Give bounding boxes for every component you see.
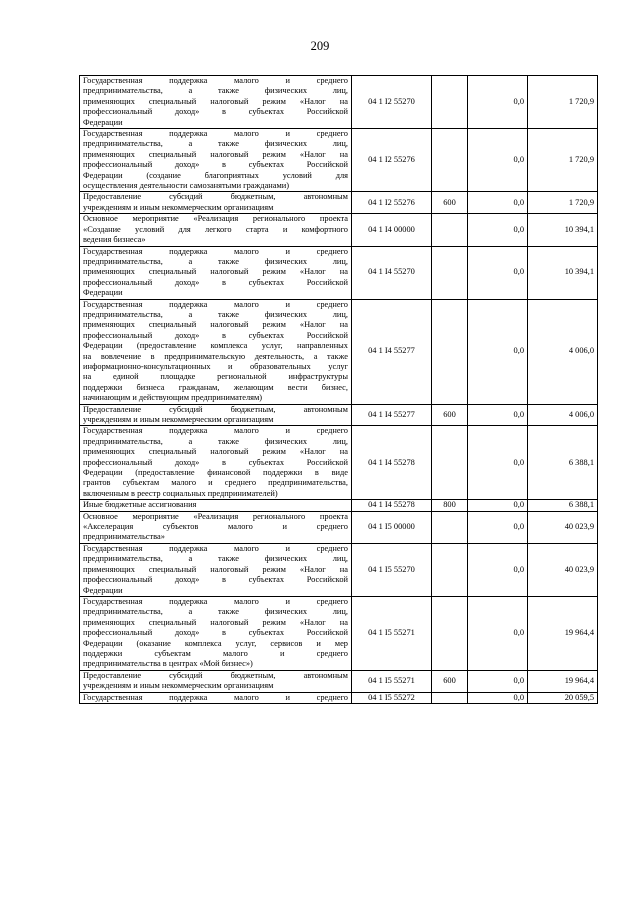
page-number: 209 xyxy=(310,39,330,53)
table-row xyxy=(80,76,598,129)
value-second-cell: 10 394,1 xyxy=(528,214,598,246)
row-name-line: Государственная поддержка малого и среднего xyxy=(83,692,348,702)
value-first-cell: 0,0 xyxy=(468,192,528,214)
row-name-line: осуществления деятельности самозанятыми гражданами) xyxy=(83,181,290,191)
value-first-cell: 0,0 xyxy=(468,214,528,246)
expense-type-cell: 600 xyxy=(432,192,468,214)
target-article-cell: 04 1 I2 55270 xyxy=(352,76,432,129)
value-first-cell: 0,0 xyxy=(468,596,528,670)
table-row xyxy=(80,299,598,404)
row-name-cell xyxy=(80,129,352,192)
row-name-cell xyxy=(80,76,352,129)
row-name-line: грантов субъектам малого и среднего предпринимательства, xyxy=(83,478,348,488)
value-second-cell: 4 006,0 xyxy=(528,299,598,404)
row-name-line: предпринимательства» xyxy=(83,532,165,542)
row-name-cell xyxy=(80,192,352,214)
value-first-cell: 0,0 xyxy=(468,299,528,404)
table-row xyxy=(80,404,598,426)
row-name-line: профессиональный доход» в субъектах Российской xyxy=(83,628,348,638)
target-article-cell: 04 1 I4 55277 xyxy=(352,299,432,404)
row-name-line: Государственная поддержка малого и среднего xyxy=(83,543,348,553)
row-name-line: учреждениям и иным некоммерческим организациям xyxy=(83,681,274,691)
value-second-cell: 1 720,9 xyxy=(528,192,598,214)
table-row xyxy=(80,500,598,511)
row-name-line: Государственная поддержка малого и среднего xyxy=(83,426,348,436)
row-name-line: Федерации xyxy=(83,288,123,298)
table-row xyxy=(80,426,598,500)
expense-type-cell xyxy=(432,299,468,404)
row-name-line: предпринимательства, а также физических лиц, xyxy=(83,86,348,96)
value-second-cell: 20 059,5 xyxy=(528,692,598,703)
row-name-line: профессиональный доход» в субъектах Российской xyxy=(83,330,348,340)
target-article-cell: 04 1 I5 55270 xyxy=(352,543,432,596)
target-article-cell: 04 1 I4 55278 xyxy=(352,500,432,511)
target-article-cell: 04 1 I5 55272 xyxy=(352,692,432,703)
row-name-line: Государственная поддержка малого и среднего xyxy=(83,299,348,309)
row-name-line: применяющих специальный налоговый режим «Налог на xyxy=(83,617,348,627)
budget-table-body xyxy=(80,76,598,704)
value-second-cell: 40 023,9 xyxy=(528,511,598,543)
expense-type-cell xyxy=(432,246,468,299)
table-row xyxy=(80,692,598,703)
row-name-line: профессиональный доход» в субъектах Российской xyxy=(83,277,348,287)
table-row xyxy=(80,192,598,214)
row-name-line: предпринимательства, а также физических лиц, xyxy=(83,139,348,149)
value-first-cell: 0,0 xyxy=(468,543,528,596)
row-name-line: предпринимательства, а также физических лиц, xyxy=(83,607,348,617)
table-row xyxy=(80,511,598,543)
row-name-line: Предоставление субсидий бюджетным, автономным xyxy=(83,192,348,202)
value-first-cell: 0,0 xyxy=(468,426,528,500)
row-name-line: учреждениям и иным некоммерческим организациям xyxy=(83,202,274,212)
budget-table xyxy=(79,75,598,704)
table-row xyxy=(80,596,598,670)
row-name-line: применяющих специальный налоговый режим «Налог на xyxy=(83,320,348,330)
row-name-line: Федерации xyxy=(83,117,123,127)
value-second-cell: 19 964,4 xyxy=(528,670,598,692)
row-name-line: применяющих специальный налоговый режим «Налог на xyxy=(83,267,348,277)
target-article-cell: 04 1 I2 55276 xyxy=(352,129,432,192)
row-name-line: Государственная поддержка малого и среднего xyxy=(83,76,348,85)
expense-type-cell xyxy=(432,76,468,129)
row-name-line: Предоставление субсидий бюджетным, автономным xyxy=(83,670,348,680)
row-name-cell xyxy=(80,543,352,596)
table-row xyxy=(80,129,598,192)
row-name-line: применяющих специальный налоговый режим «Налог на xyxy=(83,149,348,159)
row-name-line: «Создание условий для легкого старта и комфортного xyxy=(83,224,348,234)
value-second-cell: 1 720,9 xyxy=(528,129,598,192)
row-name-line: включенным в реестр социальных предпринимателей) xyxy=(83,488,278,498)
value-first-cell: 0,0 xyxy=(468,404,528,426)
row-name-line: Иные бюджетные ассигнования xyxy=(83,500,197,510)
expense-type-cell xyxy=(432,543,468,596)
target-article-cell: 04 1 I2 55276 xyxy=(352,192,432,214)
row-name-line: Федерации (оказание комплекса услуг, сервисов и мер xyxy=(83,638,348,648)
row-name-line: профессиональный доход» в субъектах Российской xyxy=(83,575,348,585)
row-name-line: Государственная поддержка малого и среднего xyxy=(83,246,348,256)
row-name-line: Основное мероприятие «Реализация регионального проекта xyxy=(83,511,348,521)
row-name-line: профессиональный доход» в субъектах Российской xyxy=(83,457,348,467)
row-name-line: предпринимательства, а также физических лиц, xyxy=(83,309,348,319)
row-name-line: Федерации (создание благоприятных условий для xyxy=(83,170,348,180)
expense-type-cell xyxy=(432,596,468,670)
row-name-cell xyxy=(80,692,352,703)
row-name-line: учреждениям и иным некоммерческим организациям xyxy=(83,415,274,424)
value-first-cell: 0,0 xyxy=(468,692,528,703)
row-name-cell xyxy=(80,426,352,500)
row-name-line: поддержки субъектам малого и среднего xyxy=(83,648,348,658)
row-name-line: Государственная поддержка малого и среднего xyxy=(83,596,348,606)
value-second-cell: 40 023,9 xyxy=(528,543,598,596)
row-name-line: на единой площадке региональной инфраструктуры xyxy=(83,372,348,382)
row-name-line: профессиональный доход» в субъектах Российской xyxy=(83,160,348,170)
row-name-line: поддержки бизнеса гражданам, желающим вести бизнес, xyxy=(83,382,348,392)
value-second-cell: 19 964,4 xyxy=(528,596,598,670)
expense-type-cell xyxy=(432,129,468,192)
row-name-line: Основное мероприятие «Реализация регионального проекта xyxy=(83,214,348,224)
row-name-cell xyxy=(80,299,352,404)
value-second-cell: 6 388,1 xyxy=(528,500,598,511)
row-name-cell xyxy=(80,214,352,246)
row-name-line: применяющих специальный налоговый режим «Налог на xyxy=(83,447,348,457)
row-name-line: на вовлечение в предпринимательскую деятельность, а также xyxy=(83,351,348,361)
row-name-line: Федерации (предоставление комплекса услуг, направленных xyxy=(83,341,348,351)
expense-type-cell xyxy=(432,692,468,703)
expense-type-cell xyxy=(432,214,468,246)
row-name-cell xyxy=(80,246,352,299)
target-article-cell: 04 1 I4 55277 xyxy=(352,404,432,426)
row-name-line: предпринимательства в центрах «Мой бизнес») xyxy=(83,659,253,669)
row-name-line: «Акселерация субъектов малого и среднего xyxy=(83,522,348,532)
row-name-line: начинающим и действующим предпринимателям) xyxy=(83,393,263,403)
row-name-line: ведения бизнеса» xyxy=(83,235,146,245)
row-name-line: Федерации (предоставление финансовой поддержки в виде xyxy=(83,468,348,478)
target-article-cell: 04 1 I5 55271 xyxy=(352,670,432,692)
row-name-cell xyxy=(80,670,352,692)
table-row xyxy=(80,670,598,692)
table-row xyxy=(80,543,598,596)
target-article-cell: 04 1 I5 00000 xyxy=(352,511,432,543)
target-article-cell: 04 1 I4 55270 xyxy=(352,246,432,299)
value-first-cell: 0,0 xyxy=(468,500,528,511)
target-article-cell: 04 1 I4 00000 xyxy=(352,214,432,246)
row-name-line: предпринимательства, а также физических лиц, xyxy=(83,256,348,266)
value-first-cell: 0,0 xyxy=(468,511,528,543)
row-name-line: предпринимательства, а также физических лиц, xyxy=(83,554,348,564)
expense-type-cell: 800 xyxy=(432,500,468,511)
row-name-line: применяющих специальный налоговый режим «Налог на xyxy=(83,96,348,106)
target-article-cell: 04 1 I5 55271 xyxy=(352,596,432,670)
table-row xyxy=(80,214,598,246)
row-name-line: предпринимательства, а также физических лиц, xyxy=(83,436,348,446)
row-name-cell xyxy=(80,511,352,543)
row-name-cell xyxy=(80,596,352,670)
row-name-cell xyxy=(80,404,352,426)
value-second-cell: 1 720,9 xyxy=(528,76,598,129)
target-article-cell: 04 1 I4 55278 xyxy=(352,426,432,500)
expense-type-cell: 600 xyxy=(432,404,468,426)
row-name-line: Федерации xyxy=(83,585,123,595)
expense-type-cell xyxy=(432,511,468,543)
table-row xyxy=(80,246,598,299)
expense-type-cell xyxy=(432,426,468,500)
row-name-line: Государственная поддержка малого и среднего xyxy=(83,129,348,139)
expense-type-cell: 600 xyxy=(432,670,468,692)
row-name-cell xyxy=(80,500,352,511)
row-name-line: информационно-консультационных и образовательных услуг xyxy=(83,361,348,371)
row-name-line: Предоставление субсидий бюджетным, автономным xyxy=(83,404,348,414)
row-name-line: применяющих специальный налоговый режим «Налог на xyxy=(83,564,348,574)
row-name-line: профессиональный доход» в субъектах Российской xyxy=(83,107,348,117)
value-first-cell: 0,0 xyxy=(468,670,528,692)
value-second-cell: 6 388,1 xyxy=(528,426,598,500)
value-first-cell: 0,0 xyxy=(468,246,528,299)
value-first-cell: 0,0 xyxy=(468,129,528,192)
value-first-cell: 0,0 xyxy=(468,76,528,129)
value-second-cell: 4 006,0 xyxy=(528,404,598,426)
value-second-cell: 10 394,1 xyxy=(528,246,598,299)
